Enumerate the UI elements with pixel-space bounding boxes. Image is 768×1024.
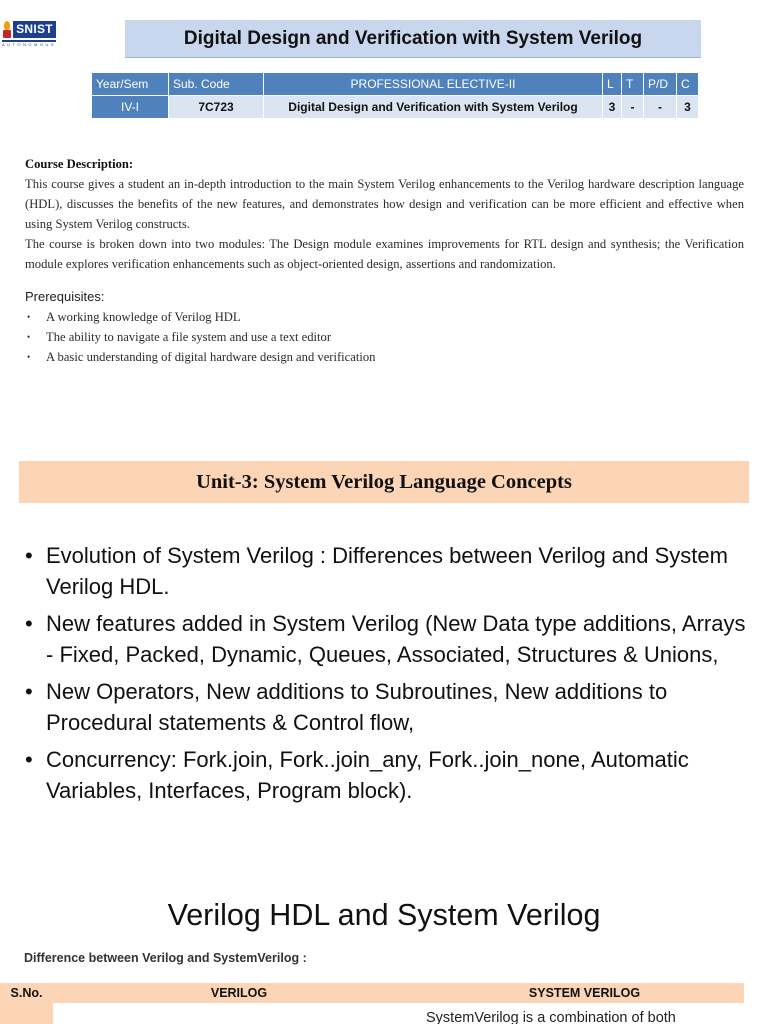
bullet-icon: • [25,543,33,568]
section-title: Verilog HDL and System Verilog [167,898,601,932]
course-description-paragraph: This course gives a student an in-depth introduction to the main System Verilog enhancements to the Verilog hardware description language (HDL), discusses the benefits of the new features, and demonstrates how design and verification can be more efficient and effective when using System Verilog constructs. [25,177,744,231]
prerequisites-list [25,307,745,367]
course-info-table [91,72,699,119]
cell-year-sem: IV-I [92,96,169,119]
bullet-icon: • [25,747,33,772]
cell-course-name: Digital Design and Verification with System Verilog [264,96,603,119]
table-row [0,1003,744,1024]
page-title: Digital Design and Verification with System Verilog [125,20,701,58]
difference-heading: Difference between Verilog and SystemVerilog : [24,951,307,965]
bullet-icon: • [27,312,31,322]
cell-c: 3 [677,96,699,119]
list-item: • Concurrency: Fork.join, Fork..join_any, Fork..join_none, Automatic Variables, Interfaces, Program block). [25,744,755,806]
list-item: • New Operators, New additions to Subroutines, New additions to Procedural statements & Control flow, [25,676,755,738]
col-header-elective: PROFESSIONAL ELECTIVE-II [264,73,603,96]
logo-subtitle: AUTONOMOUS [2,42,56,47]
list-item: • Evolution of System Verilog : Differences between Verilog and System Verilog HDL. [25,540,755,602]
prerequisites-heading: Prerequisites: [25,289,105,304]
col-header-c: C [677,73,699,96]
logo-wordmark: SNIST [13,21,56,38]
col-header-system-verilog: SYSTEM VERILOG [528,986,641,1000]
cell-t: - [622,96,644,119]
cell-l: 3 [603,96,622,119]
unit-title: Unit-3: System Verilog Language Concepts [19,461,749,503]
difference-table-header [0,983,744,1003]
course-description-heading: Course Description: [25,157,134,171]
bullet-icon: • [27,352,31,362]
col-header-verilog: VERILOG [210,986,268,1000]
cell-system-verilog: SystemVerilog is a combination of both [426,1010,676,1024]
cell-sno [0,1003,53,1024]
course-description [25,154,744,274]
prerequisites [25,288,745,367]
course-description-paragraph: The course is broken down into two modules: The Design module examines improvements for RTL design and synthesis; the Verification module explores verification enhancements such as object-oriented design, assertions and randomization. [25,237,744,271]
col-header-sno: S.No. [10,986,43,1000]
col-header-l: L [603,73,622,96]
col-header-t: T [622,73,644,96]
col-header-pd: P/D [644,73,677,96]
course-table-row [92,96,699,119]
cell-verilog [53,1003,425,1024]
bullet-icon: • [27,332,31,342]
list-item: • The ability to navigate a file system and use a text editor [25,327,745,347]
bullet-icon: • [25,611,33,636]
list-item: • A basic understanding of digital hardware design and verification [25,347,745,367]
list-item: • New features added in System Verilog (New Data type additions, Arrays - Fixed, Packed, Dynamic, Queues, Associated, Structures & Unions, [25,608,755,670]
lamp-icon [2,21,12,38]
bullet-icon: • [25,679,33,704]
col-header-year-sem: Year/Sem [92,73,169,96]
list-item: • A working knowledge of Verilog HDL [25,307,745,327]
cell-sub-code: 7C723 [169,96,264,119]
col-header-sub-code: Sub. Code [169,73,264,96]
college-logo [2,20,56,48]
difference-table [0,983,744,1024]
course-table-header-row [92,73,699,96]
cell-pd: - [644,96,677,119]
unit-topics-list [25,540,755,812]
